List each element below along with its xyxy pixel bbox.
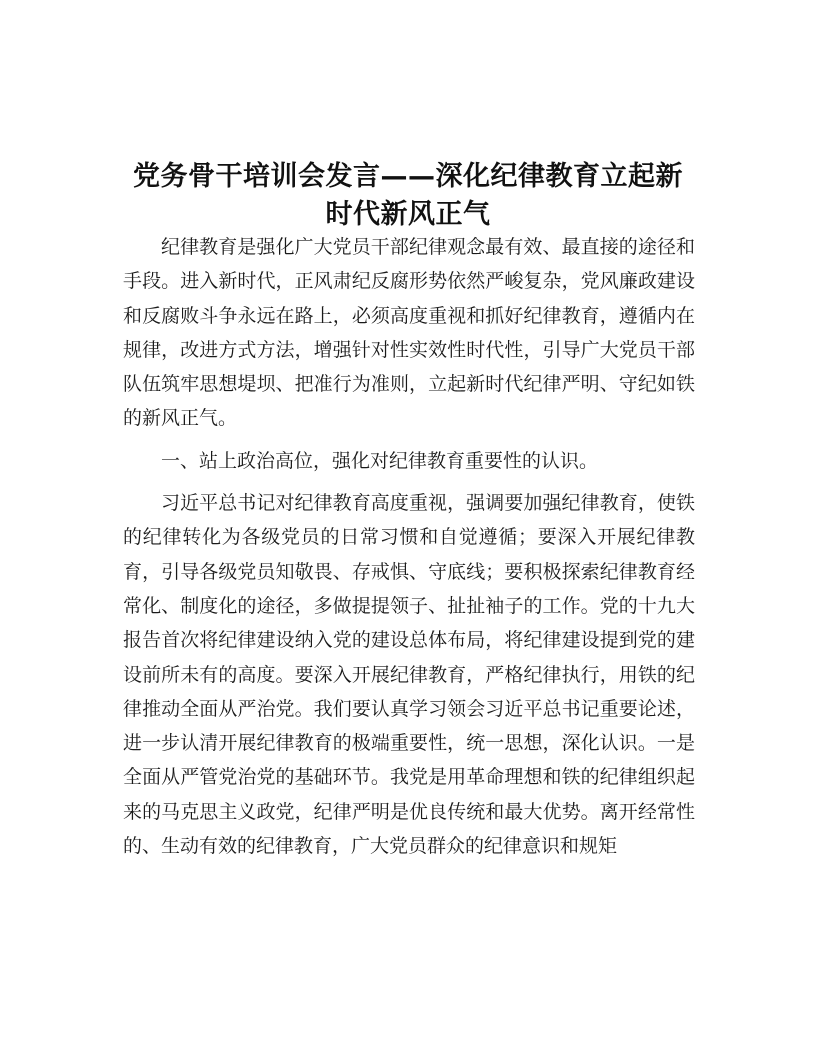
document-title [100,158,716,234]
document-title-line-1: 党务骨干培训会发言——深化纪律教育立起新 [133,161,683,193]
document-body [123,230,695,871]
document-title-line-2: 时代新风正气 [325,199,491,231]
paragraph-intro: 纪律教育是强化广大党员干部纪律观念最有效、最直接的途径和手段。进入新时代，正风肃纪反腐形势依然严峻复杂，党风廉政建设和反腐败斗争永远在路上，必须高度重视和抓好纪律教育，遵循内在规律，改进方式方法，增强针对性实效性时代性，引导广大党员干部队伍筑牢思想堤坝、把准行为准则，立起新时代纪律严明、守纪如铁的新风正气。 [123,236,695,430]
section-heading-1: 一、站上政治高位，强化对纪律教育重要性的认识。 [161,449,599,472]
paragraph-section-1: 习近平总书记对纪律教育高度重视，强调要加强纪律教育，使铁的纪律转化为各级党员的日常习惯和自觉遵循；要深入开展纪律教育，引导各级党员知敬畏、存戒惧、守底线；要积极探索纪律教育经常化、制度化的途径，多做提提领子、扯扯袖子的工作。党的十九大报告首次将纪律建设纳入党的建设总体布局，将纪律建设提到党的建设前所未有的高度。要深入开展纪律教育，严格纪律执行，用铁的纪律推动全面从严治党。我们要认真学习领会习近平总书记重要论述，进一步认清开展纪律教育的极端重要性，统一思想，深化认识。一是全面从严管党治党的基础环节。我党是用革命理想和铁的纪律组织起来的马克思主义政党，纪律严明是优良传统和最大优势。离开经常性的、生动有效的纪律教育，广大党员群众的纪律意识和规矩 [123,492,695,858]
